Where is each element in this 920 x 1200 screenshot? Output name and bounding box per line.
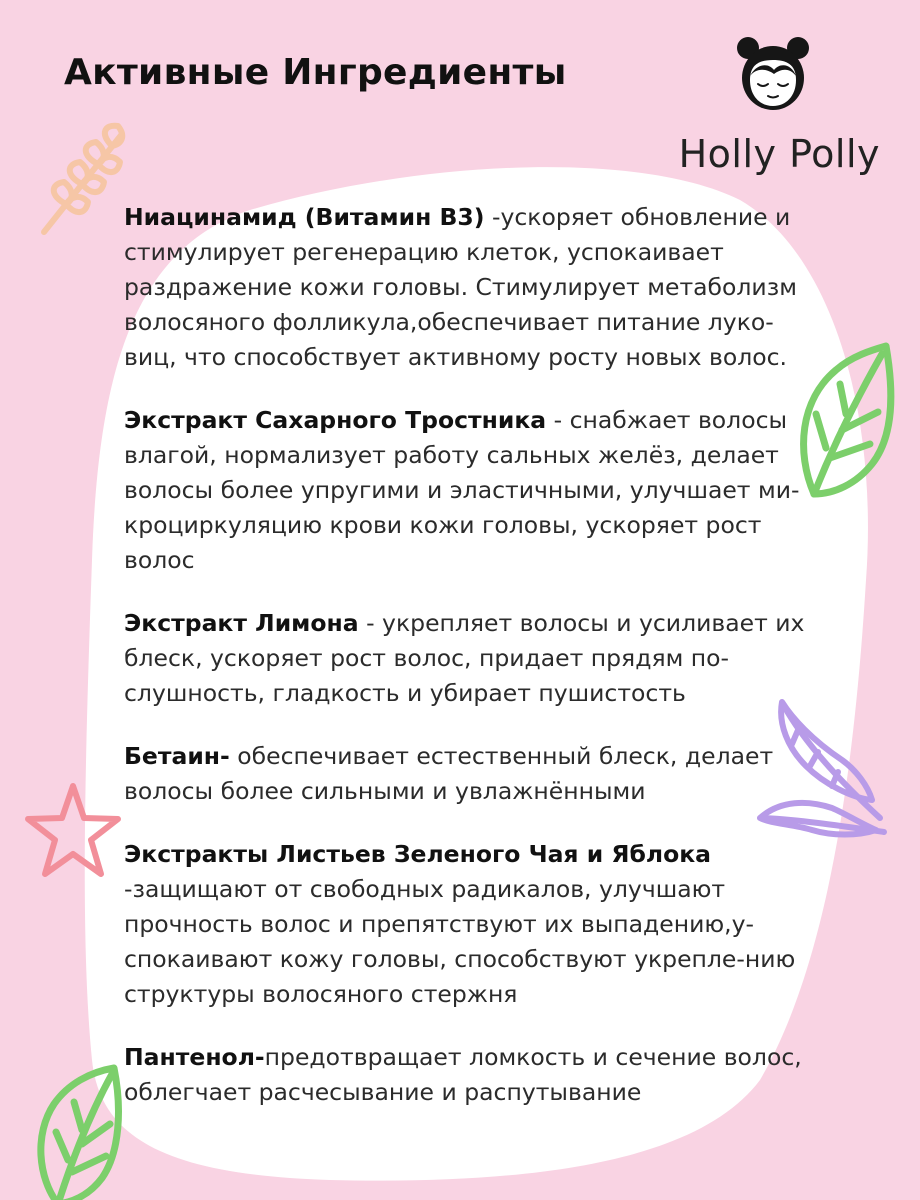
ingredient-item xyxy=(124,739,814,809)
ingredient-item xyxy=(124,606,814,711)
ingredient-item xyxy=(124,200,814,375)
ingredient-description: -защищают от свободных радикалов, улучшают прочность волос и препятствуют их выпадению,у-спокаивают кожу головы, способствуют укрепле-нию структуры волосяного стержня xyxy=(124,875,796,1008)
ingredient-name: Пантенол- xyxy=(124,1043,265,1071)
ingredient-name: Ниацинамид (Витамин B3) xyxy=(124,203,485,231)
ingredient-description: -ускоряет обновление и стимулирует регенерацию клеток, успокаивает раздражение кожи головы. Стимулирует метаболизм волосяного фолликула,обеспечивает питание луко-виц, что способствует активному росту новых волос. xyxy=(124,203,797,371)
ingredient-description: - снабжает волосы влагой, нормализует работу сальных желёз, делает волосы более упругими и эластичными, улучшает ми-кроциркуляцию крови кожи головы, ускоряет рост волос xyxy=(124,406,800,574)
ingredient-description: обеспечивает естественный блеск, делает волосы более сильными и увлажнёнными xyxy=(124,742,774,805)
star-icon xyxy=(18,778,128,888)
ingredients-list xyxy=(124,200,814,1138)
ingredient-item xyxy=(124,403,814,578)
ingredient-description: - укрепляет волосы и усиливает их блеск, ускоряет рост волос, придает прядям по-слушность, гладкость и убирает пушистость xyxy=(124,609,805,707)
girl-face-logo-icon xyxy=(736,34,810,114)
ingredient-name: Бетаин- xyxy=(124,742,230,770)
ingredient-name: Экстракт Лимона xyxy=(124,609,359,637)
ingredient-name: Экстракты Листьев Зеленого Чая и Яблока xyxy=(124,840,712,868)
ingredient-name: Экстракт Сахарного Тростника xyxy=(124,406,547,434)
ingredient-description: предотвращает ломкость и сечение волос, облегчает расчесывание и распутывание xyxy=(124,1043,802,1106)
leaf-icon xyxy=(28,1060,128,1200)
ingredient-item xyxy=(124,1040,814,1110)
ingredient-item xyxy=(124,837,814,1012)
brand-name: Holly Polly xyxy=(678,132,880,176)
page-title: Активные Ингредиенты xyxy=(64,52,567,93)
brand-block xyxy=(660,34,880,184)
